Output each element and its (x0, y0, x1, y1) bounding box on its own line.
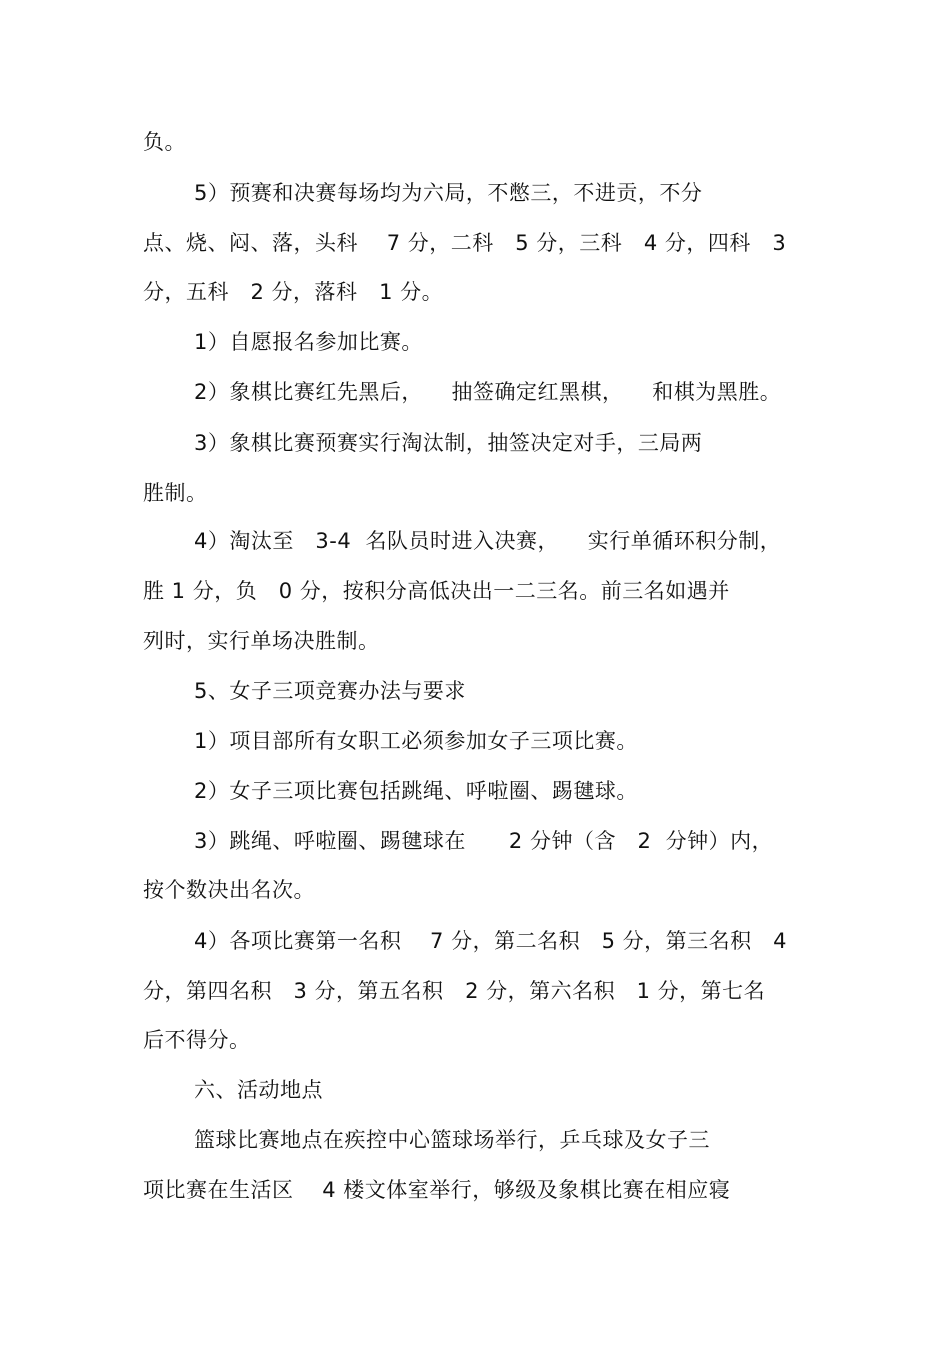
text-line: 项比赛在生活区 4 楼文体室举行，够级及象棋比赛在相应寝 (143, 1178, 731, 1202)
text-line: 2）女子三项比赛包括跳绳、呼啦圈、踢毽球。 (194, 779, 638, 803)
text-line: 5）预赛和决赛每场均为六局，不憋三，不进贡，不分 (194, 181, 703, 205)
text-line: 分，第四名积 3 分，第五名积 2 分，第六名积 1 分，第七名 (143, 979, 766, 1003)
text-line: 胜 1 分，负 0 分，按积分高低决出一二三名。前三名如遇并 (143, 579, 730, 603)
text-line: 按个数决出名次。 (143, 878, 315, 902)
text-line: 3）象棋比赛预赛实行淘汰制，抽签决定对手，三局两 (194, 431, 703, 455)
text-line: 负。 (143, 130, 186, 154)
text-line: 六、活动地点 (194, 1078, 323, 1102)
text-line: 列时，实行单场决胜制。 (143, 629, 380, 653)
text-line: 分，五科 2 分，落科 1 分。 (143, 280, 444, 304)
text-line: 胜制。 (143, 481, 208, 505)
text-line: 3）跳绳、呼啦圈、踢毽球在 2 分钟（含 2 分钟）内， (194, 829, 774, 853)
text-line: 后不得分。 (143, 1028, 251, 1052)
text-line: 篮球比赛地点在疾控中心篮球场举行，乒乓球及女子三 (194, 1128, 710, 1152)
text-line: 1）项目部所有女职工必须参加女子三项比赛。 (194, 729, 638, 753)
text-line: 4）淘汰至 3-4 名队员时进入决赛， 实行单循环积分制， (194, 529, 782, 553)
text-line: 4）各项比赛第一名积 7 分，第二名积 5 分，第三名积 4 (194, 929, 788, 953)
text-line: 2）象棋比赛红先黑后， 抽签确定红黑棋， 和棋为黑胜。 (194, 380, 782, 404)
text-line: 5、女子三项竞赛办法与要求 (194, 679, 466, 703)
text-line: 点、烧、闷、落，头科 7 分，二科 5 分，三科 4 分，四科 3 (143, 231, 787, 255)
text-line: 1）自愿报名参加比赛。 (194, 330, 423, 354)
